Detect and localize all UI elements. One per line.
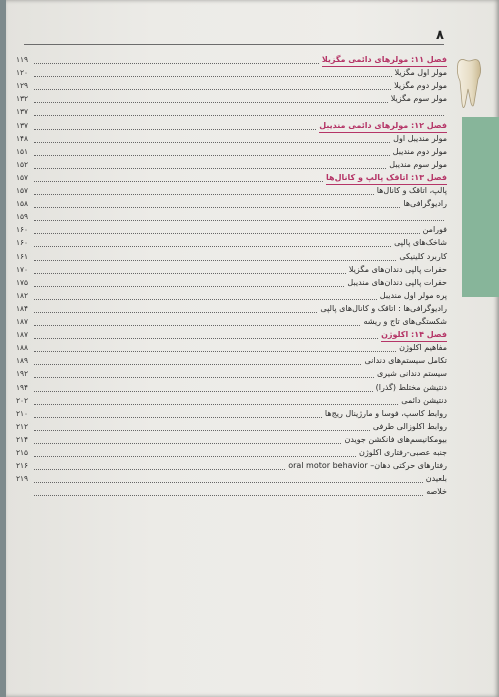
toc-chapter-heading	[6, 173, 499, 185]
toc-label: فصل ۱۱: مولرهای دائمی مگزیلا	[321, 55, 447, 64]
toc-leader-dots	[34, 220, 444, 221]
toc-entry	[6, 422, 499, 434]
toc-page-number: ۱۹۴	[16, 382, 29, 392]
toc-page-number: ۱۸۹	[16, 356, 29, 366]
chapter-heading-underline	[322, 66, 447, 67]
toc-page-number: ۲۰۲	[16, 395, 29, 405]
toc-page-number: ۲۱۴	[16, 434, 29, 444]
toc-chapter-heading	[6, 55, 499, 67]
toc-page-number: ۲۱۰	[16, 408, 29, 418]
toc-label: فصل ۱۳: اتاقک پالپ و کانال‌ها	[326, 172, 447, 182]
toc-chapter-heading	[6, 121, 499, 133]
toc-leader-dots	[34, 181, 323, 182]
chapter-heading-underline	[319, 132, 447, 133]
toc-page-number: ۱۸۷	[16, 330, 29, 340]
toc-leader-dots	[34, 273, 346, 274]
toc-label: شکستگی‌های تاج و ریشه	[363, 317, 447, 326]
toc-leader-dots	[34, 364, 361, 365]
page-number: ۸	[436, 28, 444, 43]
toc-label: حفرات پالپی دندان‌های مندیبل	[347, 277, 447, 287]
toc-leader-dots	[34, 312, 317, 313]
toc-label: مولر سوم مگزیلا	[390, 94, 447, 104]
toc-label: رفتارهای حرکتی دهان– oral motor behavior	[288, 461, 447, 471]
toc-page-number: ۱۴۸	[16, 133, 29, 143]
toc-leader-dots	[34, 233, 420, 234]
toc-page-number: ۱۳۷	[16, 107, 29, 117]
toc-page-number: ۱۵۲	[16, 159, 29, 169]
toc-label: فورامن	[422, 225, 447, 235]
toc-entry	[6, 461, 499, 473]
toc-entry	[6, 448, 499, 460]
toc-page-number: ۱۷۵	[16, 277, 29, 287]
toc-label: پالپ، اتاقک و کانال‌ها	[376, 186, 447, 195]
toc-entry	[6, 343, 499, 355]
toc-label: فصل ۱۴: اکلوژن	[381, 330, 447, 340]
toc-entry	[6, 304, 499, 316]
toc-label: خلاصه	[426, 487, 447, 497]
toc-label: بیومکانیسم‌های فانکشن جویدن	[344, 434, 447, 444]
toc-entry	[6, 474, 499, 486]
toc-label: مولر دوم مگزیلا	[394, 81, 447, 91]
toc-entry	[6, 383, 499, 395]
toc-page-number: ۲۱۹	[16, 474, 29, 484]
toc-page-number: ۱۸۸	[16, 343, 29, 353]
toc-page-number: ۱۶۰	[16, 238, 29, 248]
toc-leader-dots	[34, 443, 341, 444]
toc-entry	[6, 317, 499, 329]
toc-label: پره مولر اول مندیبل	[379, 290, 447, 300]
toc-entry	[6, 94, 499, 106]
toc-page-number: ۱۷۰	[16, 264, 29, 274]
toc-page-number: ۱۵۸	[16, 199, 29, 209]
toc-entry	[6, 199, 499, 211]
toc-leader-dots	[34, 89, 391, 90]
toc-leader-dots	[34, 142, 390, 143]
toc-entry	[6, 487, 499, 499]
toc-entry	[6, 435, 499, 447]
toc-page-number: ۱۹۲	[16, 369, 29, 379]
toc-entry	[6, 134, 499, 146]
toc-leader-dots	[34, 338, 378, 339]
toc-entry	[6, 225, 499, 237]
toc-label: تکامل سیستم‌های دندانی	[364, 356, 447, 366]
toc-leader-dots	[34, 391, 373, 392]
toc-leader-dots	[34, 351, 396, 352]
header-rule	[24, 44, 444, 45]
toc-leader-dots	[34, 168, 386, 169]
toc-entry	[6, 186, 499, 198]
toc-entry	[6, 252, 499, 264]
toc-label: مولر سوم مندیبل	[389, 159, 447, 169]
toc-label: فصل ۱۲: مولرهای دائمی مندیبل	[319, 120, 447, 130]
toc-entry	[6, 409, 499, 421]
toc-label: بلعیدن	[425, 474, 447, 484]
toc-entry	[6, 212, 499, 224]
toc-leader-dots	[34, 115, 444, 116]
toc-label: مفاهیم اکلوژن	[399, 343, 447, 353]
toc-chapter-heading	[6, 330, 499, 342]
toc-page-number: ۱۵۷	[16, 186, 29, 195]
toc-page-number: ۲۱۵	[16, 448, 29, 457]
toc-leader-dots	[34, 495, 423, 496]
toc-entry	[6, 291, 499, 303]
toc-leader-dots	[34, 286, 344, 287]
toc-page-number: ۱۲۹	[16, 81, 29, 91]
toc-page-number: ۱۵۹	[16, 212, 29, 222]
toc-leader-dots	[34, 325, 360, 326]
toc-label: رادیوگرافی‌ها	[403, 199, 447, 209]
toc-label: روابط اکلوزالی طرفی	[372, 421, 447, 431]
toc-label: مولر دوم مندیبل	[392, 146, 447, 156]
toc-label: شاخک‌های پالپی	[394, 238, 447, 248]
toc-label: جنبه عصبی-رفتاری اکلوژن	[358, 448, 447, 457]
toc-leader-dots	[34, 129, 316, 130]
toc-label: حفرات پالپی دندان‌های مگزیلا	[348, 264, 447, 274]
toc-page-number: ۲۱۶	[16, 461, 29, 471]
toc-leader-dots	[34, 76, 392, 77]
toc-leader-dots	[34, 260, 396, 261]
toc-leader-dots	[34, 469, 285, 470]
toc-label: دنتیشن دائمی	[401, 395, 447, 405]
toc-entry	[6, 369, 499, 381]
toc-page-number: ۱۵۱	[16, 146, 29, 156]
toc-entry	[6, 147, 499, 159]
toc-leader-dots	[34, 377, 374, 378]
toc-page-number: ۱۲۰	[16, 68, 29, 78]
toc-label: کاربرد کلینیکی	[399, 251, 447, 261]
chapter-heading-underline	[326, 184, 447, 185]
toc-page-number: ۱۶۰	[16, 225, 29, 235]
toc-entry	[6, 278, 499, 290]
toc-entry	[6, 107, 499, 119]
toc-page-number: ۱۸۷	[16, 317, 29, 326]
toc-entry	[6, 160, 499, 172]
toc-label: رادیوگرافی‌ها : اتاقک و کانال‌های پالپی	[320, 303, 447, 313]
toc-page-number: ۱۸۲	[16, 290, 29, 300]
toc-leader-dots	[34, 456, 356, 457]
toc-leader-dots	[34, 299, 377, 300]
toc-entry	[6, 81, 499, 93]
toc-leader-dots	[34, 155, 390, 156]
toc-label: دنتیشن مختلط (گذرا)	[375, 382, 447, 392]
toc-page-number: ۱۸۴	[16, 303, 29, 313]
toc-entry	[6, 356, 499, 368]
toc-label: مولر اول مگزیلا	[394, 68, 447, 78]
toc-page-number: ۱۳۷	[16, 120, 29, 130]
toc-leader-dots	[34, 417, 322, 418]
toc-leader-dots	[34, 430, 370, 431]
toc-entry	[6, 265, 499, 277]
toc-page-number: ۱۵۷	[16, 172, 29, 182]
toc-label: سیستم دندانی شیری	[377, 369, 447, 379]
toc-page-number: ۲۱۲	[16, 421, 29, 431]
toc-label: روابط کاسپ، فوسا و مارژینال ریج‌ها	[324, 408, 447, 418]
toc-page-number: ۱۱۹	[16, 55, 29, 64]
book-page	[6, 0, 499, 697]
toc-leader-dots	[34, 63, 319, 64]
toc-leader-dots	[34, 482, 423, 483]
toc-leader-dots	[34, 194, 374, 195]
chapter-heading-underline	[381, 341, 447, 342]
toc-leader-dots	[34, 246, 391, 247]
toc-label: مولر مندیبل اول	[393, 133, 447, 143]
toc-entry	[6, 396, 499, 408]
toc-leader-dots	[34, 404, 398, 405]
toc-entry	[6, 238, 499, 250]
toc-leader-dots	[34, 207, 400, 208]
toc-leader-dots	[34, 102, 388, 103]
toc-entry	[6, 68, 499, 80]
toc-page-number: ۱۳۲	[16, 94, 29, 104]
toc-page-number: ۱۶۱	[16, 251, 29, 261]
